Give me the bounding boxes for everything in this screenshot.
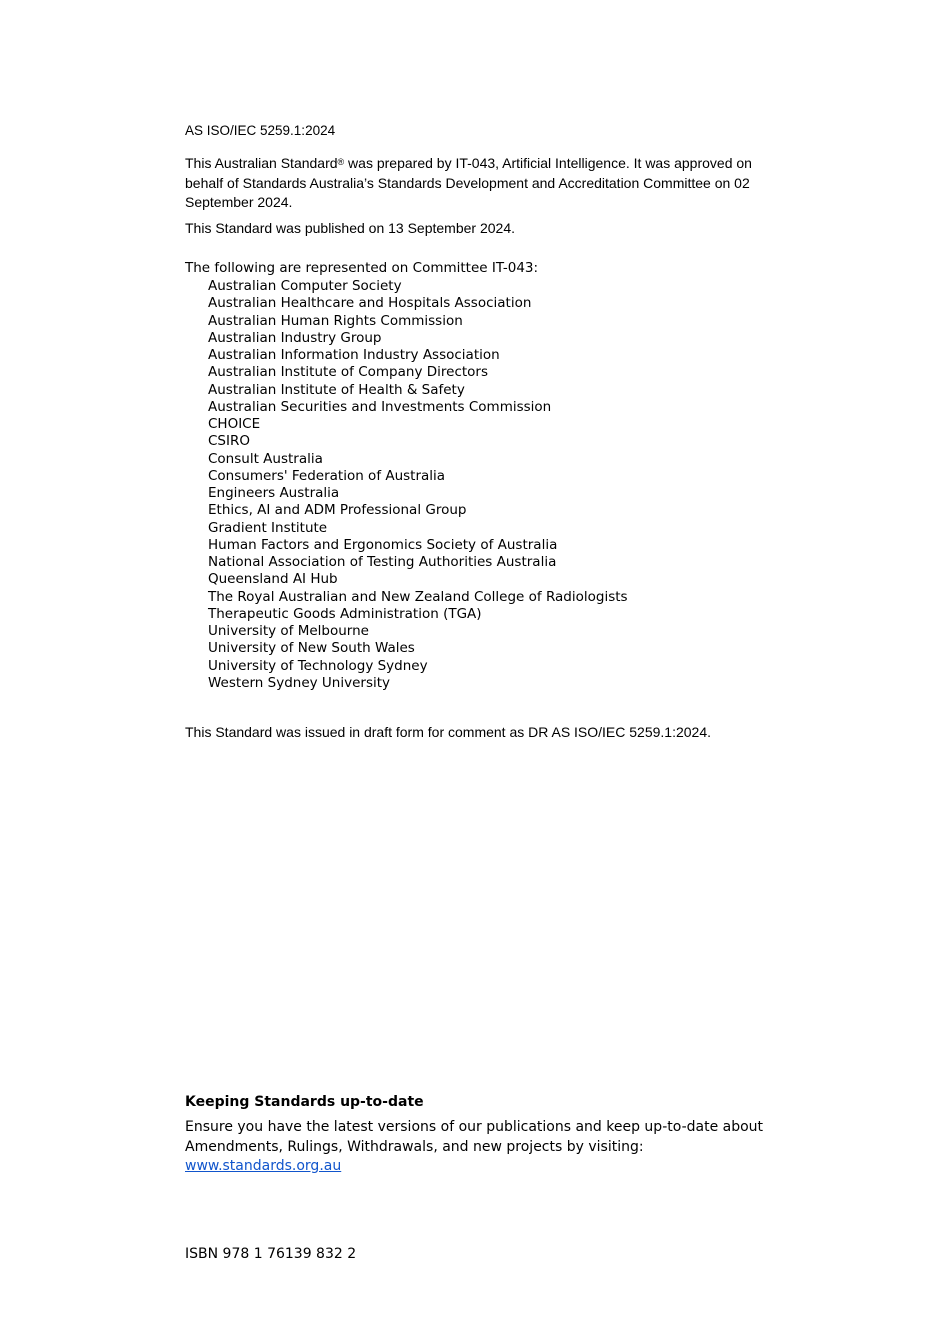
committee-member: Australian Healthcare and Hospitals Association <box>208 295 532 312</box>
committee-member: Australian Human Rights Commission <box>208 312 463 329</box>
committee-member: CHOICE <box>208 416 261 432</box>
committee-member: Therapeutic Goods Administration (TGA) <box>208 605 482 622</box>
standard-designation: AS ISO/IEC 5259.1:2024 <box>185 123 336 138</box>
keeping-up-to-date-text: Ensure you have the latest versions of our publications and keep up-to-date about Amendments, Rulings, Withdrawals, and new projects by visiting: <box>185 1119 764 1155</box>
committee-member: Consult Australia <box>208 450 323 467</box>
committee-member: National Association of Testing Authorities Australia <box>208 554 557 570</box>
committee-member: Australian Computer Society <box>208 278 402 294</box>
keeping-up-to-date-body <box>185 1118 785 1177</box>
keeping-up-to-date-heading: Keeping Standards up-to-date <box>185 1094 424 1110</box>
committee-member: Engineers Australia <box>208 485 340 501</box>
committee-member: The Royal Australian and New Zealand College of Radiologists <box>208 588 628 605</box>
committee-member: Western Sydney University <box>208 674 391 691</box>
publication-date-statement: This Standard was published on 13 September 2024. <box>185 220 515 236</box>
registered-mark: ® <box>337 157 345 167</box>
committee-member: Queensland AI Hub <box>208 571 338 588</box>
committee-intro: The following are represented on Committee IT-043: <box>185 260 539 276</box>
approval-text-start: This Australian Standard <box>185 155 338 171</box>
committee-member-list <box>185 278 628 692</box>
committee-member: Consumers' Federation of Australia <box>208 467 446 484</box>
committee-member: Australian Securities and Investments Commission <box>208 398 552 415</box>
committee-member: University of Melbourne <box>208 623 369 639</box>
isbn: ISBN 978 1 76139 832 2 <box>185 1246 357 1262</box>
committee-member: CSIRO <box>208 433 250 450</box>
committee-member: University of Technology Sydney <box>208 657 428 674</box>
committee-member: Human Factors and Ergonomics Society of Australia <box>208 536 558 553</box>
committee-member: Australian Information Industry Association <box>208 347 500 363</box>
committee-member: University of New South Wales <box>208 640 415 657</box>
approval-statement <box>185 154 775 213</box>
committee-member: Australian Institute of Company Directors <box>208 364 488 381</box>
committee-member: Australian Institute of Health & Safety <box>208 381 465 398</box>
committee-member: Australian Industry Group <box>208 329 382 346</box>
committee-member: Ethics, AI and ADM Professional Group <box>208 502 467 519</box>
committee-member: Gradient Institute <box>208 519 328 536</box>
standards-website-link[interactable]: www.standards.org.au <box>185 1158 342 1174</box>
draft-statement: This Standard was issued in draft form for comment as DR AS ISO/IEC 5259.1:2024. <box>185 724 712 740</box>
committee-section <box>185 258 628 692</box>
approval-text-rest: was prepared by IT-043, Artificial Intelligence. It was approved on behalf of Standards Australia’s Standards Development and Accreditation Committee on 02 September 2024. <box>185 155 752 210</box>
